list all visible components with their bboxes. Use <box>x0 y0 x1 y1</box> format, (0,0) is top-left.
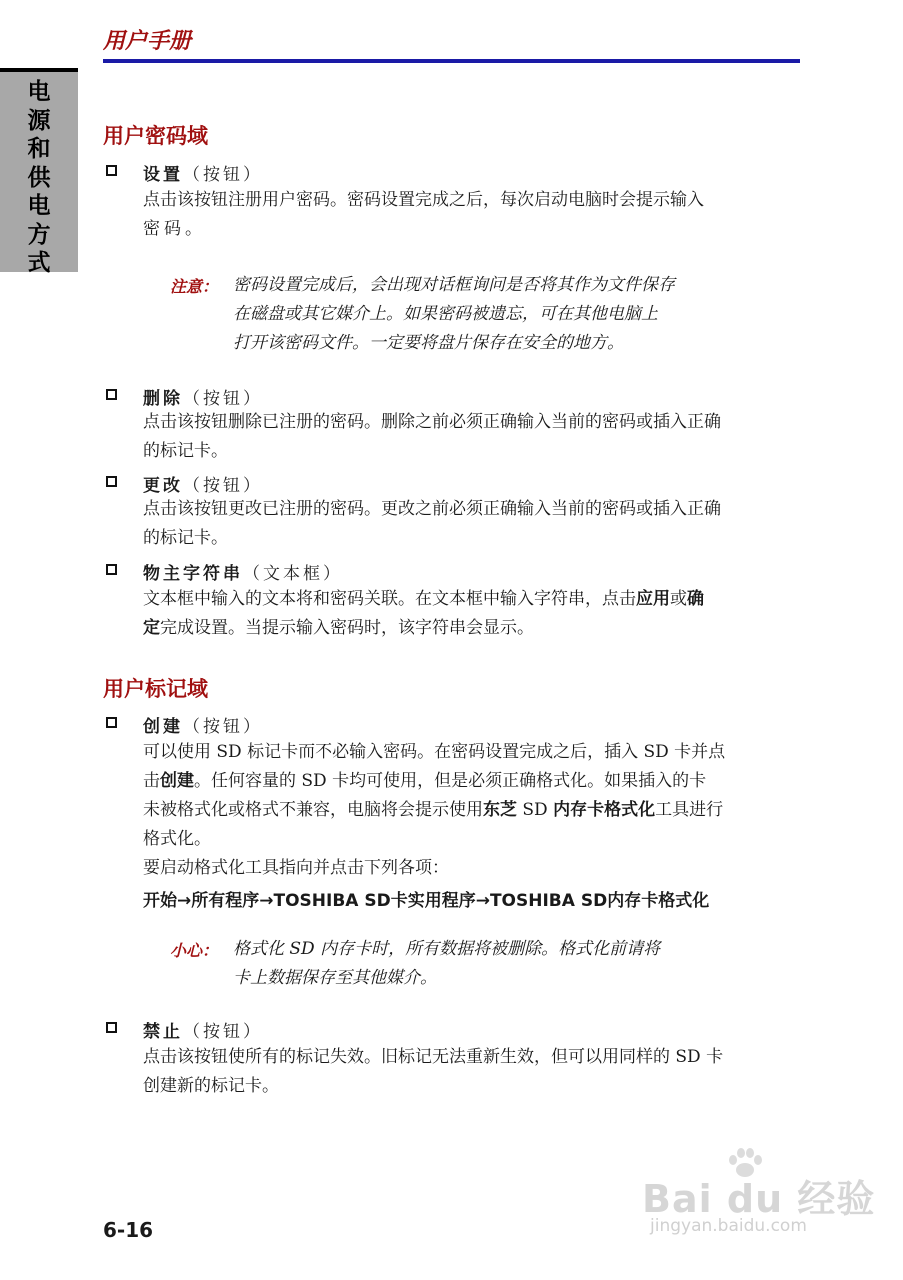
body-text: SD <box>517 800 554 820</box>
chapter-side-tab-label: 电源和供电方式 <box>27 79 51 276</box>
item-body-line <box>143 614 803 643</box>
note-line: 在磁盘或其它媒介上。如果密码被遗忘，可在其他电脑上 <box>233 304 658 324</box>
body-text: 。任何容量的 SD 卡均可使用，但是必须正确格式化。如果插入的卡 <box>194 771 707 791</box>
section-title-user-password: 用户密码域 <box>103 124 208 148</box>
watermark-logo: Bai du 经验 <box>642 1177 876 1221</box>
body-text: 或 <box>670 589 687 609</box>
checkbox-bullet-icon <box>106 1022 117 1033</box>
item-body-line: 点击该按钮使所有的标记失效。旧标记无法重新生效，但可以用同样的 SD 卡 <box>143 1047 724 1067</box>
item-title-create-suffix: （按钮） <box>183 717 263 737</box>
note-line: 打开该密码文件。一定要将盘片保存在安全的地方。 <box>233 333 624 353</box>
item-body-line <box>143 796 803 825</box>
item-title-disable-suffix: （按钮） <box>183 1022 263 1042</box>
item-title-create-label: 创建 <box>143 717 183 737</box>
item-body-delete <box>143 408 803 466</box>
chapter-side-tab <box>0 68 78 276</box>
note-line: 密码设置完成后，会出现对话框询问是否将其作为文件保存 <box>233 275 675 295</box>
item-body-line: 点击该按钮删除已注册的密码。删除之前必须正确输入当前的密码或插入正确 <box>143 412 721 432</box>
item-title-owner-string-suffix: （文本框） <box>243 564 343 584</box>
item-title-create <box>143 712 263 737</box>
item-body-line: 点击该按钮注册用户密码。密码设置完成之后，每次启动电脑时会提示输入 <box>143 190 704 210</box>
note-label: 注意： <box>170 277 219 296</box>
body-text: 完成设置。当提示输入密码时，该字符串会显示。 <box>160 618 534 638</box>
caution-label: 小心： <box>170 941 219 960</box>
body-text: 击 <box>143 771 160 791</box>
checkbox-bullet-icon <box>106 476 117 487</box>
item-title-set-suffix: （按钮） <box>183 165 263 185</box>
checkbox-bullet-icon <box>106 165 117 176</box>
item-body-line: 的标记卡。 <box>143 441 228 461</box>
item-body-set <box>143 186 803 244</box>
bold-term-formatter: 内存卡格式化 <box>553 800 656 820</box>
item-title-delete-label: 删除 <box>143 389 183 409</box>
item-body-line: 点击该按钮更改已注册的密码。更改之前必须正确输入当前的密码或插入正确 <box>143 499 721 519</box>
body-text: 未被格式化或格式不兼容，电脑将会提示使用 <box>143 800 483 820</box>
item-body-line <box>143 767 803 796</box>
item-body-create <box>143 738 803 883</box>
item-title-change-suffix: （按钮） <box>183 476 263 496</box>
item-body-line: 密码。 <box>143 219 206 239</box>
body-text: 工具进行 <box>655 800 724 820</box>
section-title-user-token: 用户标记域 <box>103 677 208 701</box>
item-title-disable-label: 禁止 <box>143 1022 183 1042</box>
checkbox-bullet-icon <box>106 564 117 575</box>
item-title-set-label: 设置 <box>143 165 183 185</box>
item-title-set <box>143 160 263 185</box>
item-body-line: 可以使用 SD 标记卡而不必输入密码。在密码设置完成之后，插入 SD 卡并点 <box>143 742 726 762</box>
caution-text <box>233 935 793 993</box>
caution-line: 卡上数据保存至其他媒介。 <box>233 968 437 988</box>
item-body-line: 创建新的标记卡。 <box>143 1076 279 1096</box>
bold-term-ok-cont: 定 <box>143 618 160 638</box>
running-header: 用户手册 <box>103 29 192 54</box>
item-title-disable <box>143 1017 263 1042</box>
checkbox-bullet-icon <box>106 389 117 400</box>
bold-term-create: 创建 <box>160 771 194 791</box>
bold-term-toshiba: 东芝 <box>483 800 517 820</box>
page-number: 6-16 <box>103 1218 154 1242</box>
note-text <box>233 271 793 358</box>
item-body-line: 要启动格式化工具指向并点击下列各项： <box>143 858 449 878</box>
item-body-owner-string <box>143 585 803 643</box>
header-rule <box>103 59 800 63</box>
item-title-owner-string-label: 物主字符串 <box>143 564 243 584</box>
body-text: 文本框中输入的文本将和密码关联。在文本框中输入字符串，点击 <box>143 589 636 609</box>
bold-term-ok: 确 <box>687 589 704 609</box>
item-body-line: 的标记卡。 <box>143 528 228 548</box>
item-body-disable <box>143 1043 803 1101</box>
watermark-url: jingyan.baidu.com <box>650 1216 807 1236</box>
item-title-delete <box>143 384 263 409</box>
item-title-owner-string <box>143 559 343 584</box>
item-body-change <box>143 495 803 553</box>
menu-path: 开始→所有程序→TOSHIBA SD卡实用程序→TOSHIBA SD内存卡格式化 <box>143 891 710 911</box>
item-title-change-label: 更改 <box>143 476 183 496</box>
checkbox-bullet-icon <box>106 717 117 728</box>
item-title-delete-suffix: （按钮） <box>183 389 263 409</box>
item-title-change <box>143 471 263 496</box>
item-body-line: 格式化。 <box>143 829 211 849</box>
bold-term-apply: 应用 <box>636 589 670 609</box>
item-body-line <box>143 585 803 614</box>
caution-line: 格式化 SD 内存卡时，所有数据将被删除。格式化前请将 <box>233 939 661 959</box>
